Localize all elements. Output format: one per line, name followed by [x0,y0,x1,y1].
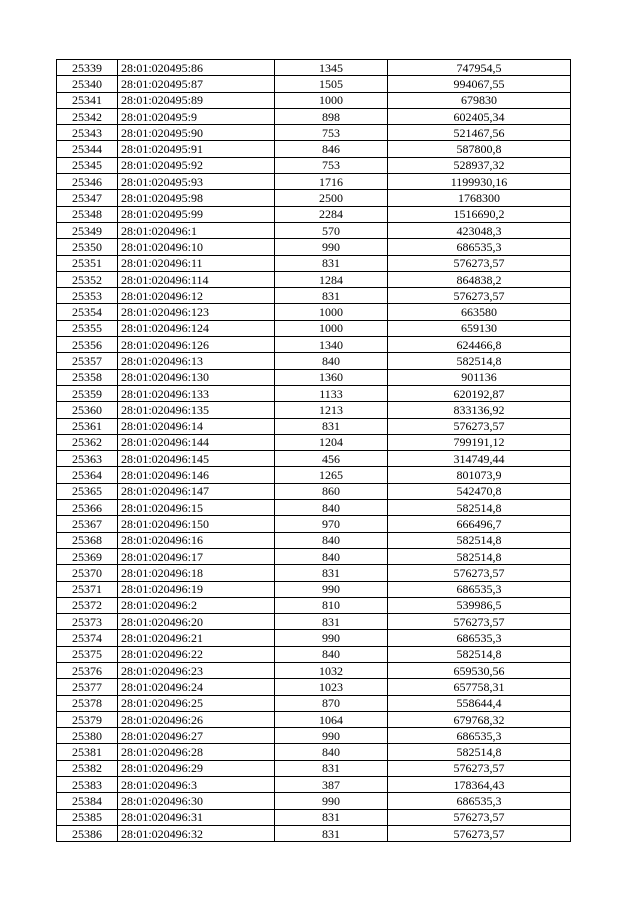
table-row [57,337,571,353]
area-cell: 1213 [275,402,388,418]
row-number-cell: 25367 [57,516,118,532]
row-number-cell: 25354 [57,304,118,320]
table-row [57,614,571,630]
value-cell: 624466,8 [388,337,571,353]
table-row [57,630,571,646]
value-cell: 576273,57 [388,255,571,271]
cadastral-number-cell: 28:01:020496:130 [118,369,275,385]
cadastral-number-cell: 28:01:020496:1 [118,222,275,238]
row-number-cell: 25383 [57,777,118,793]
row-number-cell: 25343 [57,125,118,141]
row-number-cell: 25345 [57,157,118,173]
table-row [57,483,571,499]
cadastral-number-cell: 28:01:020496:133 [118,385,275,401]
cadastral-number-cell: 28:01:020496:150 [118,516,275,532]
cadastral-number-cell: 28:01:020496:114 [118,271,275,287]
value-cell: 799191,12 [388,434,571,450]
row-number-cell: 25370 [57,565,118,581]
value-cell: 576273,57 [388,565,571,581]
value-cell: 1516690,2 [388,206,571,222]
value-cell: 576273,57 [388,614,571,630]
area-cell: 1000 [275,92,388,108]
table-row [57,451,571,467]
row-number-cell: 25344 [57,141,118,157]
cadastral-number-cell: 28:01:020495:99 [118,206,275,222]
cadastral-number-cell: 28:01:020496:20 [118,614,275,630]
row-number-cell: 25369 [57,548,118,564]
table-row [57,467,571,483]
value-cell: 686535,3 [388,793,571,809]
table-row [57,679,571,695]
table-row [57,825,571,841]
value-cell: 747954,5 [388,60,571,76]
value-cell: 686535,3 [388,581,571,597]
row-number-cell: 25342 [57,108,118,124]
cadastral-number-cell: 28:01:020496:11 [118,255,275,271]
area-cell: 831 [275,614,388,630]
value-cell: 679768,32 [388,711,571,727]
value-cell: 686535,3 [388,239,571,255]
row-number-cell: 25349 [57,222,118,238]
area-cell: 1340 [275,337,388,353]
value-cell: 602405,34 [388,108,571,124]
value-cell: 528937,32 [388,157,571,173]
row-number-cell: 25347 [57,190,118,206]
value-cell: 801073,9 [388,467,571,483]
table-row [57,434,571,450]
area-cell: 1284 [275,271,388,287]
cadastral-number-cell: 28:01:020496:32 [118,825,275,841]
row-number-cell: 25366 [57,500,118,516]
table-row [57,385,571,401]
area-cell: 840 [275,532,388,548]
value-cell: 864838,2 [388,271,571,287]
cadastral-number-cell: 28:01:020496:30 [118,793,275,809]
table-row [57,60,571,76]
cadastral-number-cell: 28:01:020495:9 [118,108,275,124]
area-cell: 570 [275,222,388,238]
row-number-cell: 25372 [57,597,118,613]
area-cell: 831 [275,418,388,434]
cadastral-number-cell: 28:01:020496:124 [118,320,275,336]
cadastral-number-cell: 28:01:020495:90 [118,125,275,141]
table-row [57,304,571,320]
area-cell: 1000 [275,304,388,320]
row-number-cell: 25351 [57,255,118,271]
row-number-cell: 25384 [57,793,118,809]
value-cell: 576273,57 [388,825,571,841]
cadastral-number-cell: 28:01:020496:21 [118,630,275,646]
area-cell: 2500 [275,190,388,206]
area-cell: 753 [275,157,388,173]
cadastral-number-cell: 28:01:020496:135 [118,402,275,418]
row-number-cell: 25357 [57,353,118,369]
cadastral-number-cell: 28:01:020496:19 [118,581,275,597]
cadastral-number-cell: 28:01:020496:2 [118,597,275,613]
cadastral-number-cell: 28:01:020495:87 [118,76,275,92]
value-cell: 901136 [388,369,571,385]
cadastral-number-cell: 28:01:020496:29 [118,760,275,776]
row-number-cell: 25360 [57,402,118,418]
value-cell: 833136,92 [388,402,571,418]
cadastral-number-cell: 28:01:020496:31 [118,809,275,825]
table-row [57,695,571,711]
table-row [57,222,571,238]
area-cell: 810 [275,597,388,613]
row-number-cell: 25341 [57,92,118,108]
value-cell: 582514,8 [388,500,571,516]
value-cell: 178364,43 [388,777,571,793]
row-number-cell: 25379 [57,711,118,727]
area-cell: 1345 [275,60,388,76]
row-number-cell: 25386 [57,825,118,841]
cadastral-number-cell: 28:01:020496:25 [118,695,275,711]
table-row [57,369,571,385]
cadastral-number-cell: 28:01:020495:86 [118,60,275,76]
table-row [57,108,571,124]
cadastral-number-cell: 28:01:020496:27 [118,728,275,744]
row-number-cell: 25361 [57,418,118,434]
cadastral-number-cell: 28:01:020496:23 [118,662,275,678]
table-row [57,239,571,255]
table-row [57,92,571,108]
table-row [57,320,571,336]
table-row [57,777,571,793]
area-cell: 860 [275,483,388,499]
table-row [57,581,571,597]
row-number-cell: 25359 [57,385,118,401]
row-number-cell: 25375 [57,646,118,662]
row-number-cell: 25339 [57,60,118,76]
area-cell: 2284 [275,206,388,222]
area-cell: 840 [275,646,388,662]
value-cell: 686535,3 [388,630,571,646]
table-row [57,76,571,92]
value-cell: 582514,8 [388,532,571,548]
cadastral-number-cell: 28:01:020496:123 [118,304,275,320]
cadastral-number-cell: 28:01:020496:12 [118,288,275,304]
table-row [57,597,571,613]
table-row [57,516,571,532]
value-cell: 659530,56 [388,662,571,678]
cadastral-number-cell: 28:01:020496:15 [118,500,275,516]
data-table-body [57,60,571,842]
area-cell: 990 [275,793,388,809]
row-number-cell: 25340 [57,76,118,92]
cadastral-number-cell: 28:01:020496:126 [118,337,275,353]
value-cell: 521467,56 [388,125,571,141]
cadastral-number-cell: 28:01:020496:28 [118,744,275,760]
row-number-cell: 25378 [57,695,118,711]
table-row [57,646,571,662]
cadastral-number-cell: 28:01:020496:144 [118,434,275,450]
area-cell: 840 [275,548,388,564]
area-cell: 898 [275,108,388,124]
row-number-cell: 25350 [57,239,118,255]
area-cell: 840 [275,500,388,516]
row-number-cell: 25355 [57,320,118,336]
row-number-cell: 25364 [57,467,118,483]
area-cell: 387 [275,777,388,793]
cadastral-number-cell: 28:01:020495:93 [118,174,275,190]
area-cell: 1505 [275,76,388,92]
value-cell: 576273,57 [388,288,571,304]
value-cell: 666496,7 [388,516,571,532]
area-cell: 990 [275,630,388,646]
table-row [57,206,571,222]
row-number-cell: 25377 [57,679,118,695]
area-cell: 1000 [275,320,388,336]
value-cell: 423048,3 [388,222,571,238]
value-cell: 576273,57 [388,809,571,825]
area-cell: 990 [275,728,388,744]
value-cell: 620192,87 [388,385,571,401]
area-cell: 831 [275,255,388,271]
cadastral-number-cell: 28:01:020495:98 [118,190,275,206]
cadastral-number-cell: 28:01:020496:147 [118,483,275,499]
area-cell: 1133 [275,385,388,401]
table-row [57,141,571,157]
cadastral-number-cell: 28:01:020496:3 [118,777,275,793]
table-row [57,565,571,581]
area-cell: 990 [275,239,388,255]
table-row [57,760,571,776]
table-row [57,271,571,287]
row-number-cell: 25365 [57,483,118,499]
row-number-cell: 25348 [57,206,118,222]
cadastral-number-cell: 28:01:020495:89 [118,92,275,108]
row-number-cell: 25353 [57,288,118,304]
row-number-cell: 25373 [57,614,118,630]
data-table [56,59,571,842]
value-cell: 679830 [388,92,571,108]
value-cell: 1199930,16 [388,174,571,190]
value-cell: 657758,31 [388,679,571,695]
table-row [57,500,571,516]
value-cell: 582514,8 [388,646,571,662]
area-cell: 1360 [275,369,388,385]
row-number-cell: 25363 [57,451,118,467]
area-cell: 1023 [275,679,388,695]
table-row [57,125,571,141]
area-cell: 990 [275,581,388,597]
row-number-cell: 25368 [57,532,118,548]
cadastral-number-cell: 28:01:020496:16 [118,532,275,548]
cadastral-number-cell: 28:01:020496:17 [118,548,275,564]
value-cell: 994067,55 [388,76,571,92]
cadastral-number-cell: 28:01:020496:24 [118,679,275,695]
row-number-cell: 25362 [57,434,118,450]
cadastral-number-cell: 28:01:020496:146 [118,467,275,483]
area-cell: 1204 [275,434,388,450]
value-cell: 582514,8 [388,744,571,760]
area-cell: 456 [275,451,388,467]
cadastral-number-cell: 28:01:020496:18 [118,565,275,581]
value-cell: 663580 [388,304,571,320]
table-row [57,728,571,744]
row-number-cell: 25358 [57,369,118,385]
area-cell: 831 [275,760,388,776]
area-cell: 840 [275,353,388,369]
table-row [57,353,571,369]
table-row [57,662,571,678]
area-cell: 970 [275,516,388,532]
cadastral-number-cell: 28:01:020496:10 [118,239,275,255]
area-cell: 870 [275,695,388,711]
area-cell: 1064 [275,711,388,727]
area-cell: 840 [275,744,388,760]
cadastral-number-cell: 28:01:020496:13 [118,353,275,369]
value-cell: 314749,44 [388,451,571,467]
row-number-cell: 25356 [57,337,118,353]
value-cell: 558644,4 [388,695,571,711]
table-row [57,418,571,434]
row-number-cell: 25385 [57,809,118,825]
value-cell: 686535,3 [388,728,571,744]
row-number-cell: 25376 [57,662,118,678]
table-row [57,711,571,727]
value-cell: 587800,8 [388,141,571,157]
table-row [57,174,571,190]
table-row [57,532,571,548]
value-cell: 582514,8 [388,548,571,564]
value-cell: 542470,8 [388,483,571,499]
table-row [57,288,571,304]
table-row [57,157,571,173]
cadastral-number-cell: 28:01:020495:91 [118,141,275,157]
value-cell: 1768300 [388,190,571,206]
value-cell: 659130 [388,320,571,336]
area-cell: 831 [275,825,388,841]
area-cell: 753 [275,125,388,141]
table-row [57,809,571,825]
value-cell: 539986,5 [388,597,571,613]
area-cell: 1032 [275,662,388,678]
table-row [57,255,571,271]
area-cell: 831 [275,288,388,304]
table-row [57,793,571,809]
table-row [57,190,571,206]
row-number-cell: 25371 [57,581,118,597]
cadastral-number-cell: 28:01:020495:92 [118,157,275,173]
value-cell: 576273,57 [388,760,571,776]
row-number-cell: 25380 [57,728,118,744]
row-number-cell: 25346 [57,174,118,190]
cadastral-number-cell: 28:01:020496:145 [118,451,275,467]
area-cell: 831 [275,565,388,581]
table-row [57,402,571,418]
cadastral-number-cell: 28:01:020496:22 [118,646,275,662]
row-number-cell: 25374 [57,630,118,646]
area-cell: 846 [275,141,388,157]
value-cell: 576273,57 [388,418,571,434]
area-cell: 831 [275,809,388,825]
table-row [57,548,571,564]
row-number-cell: 25382 [57,760,118,776]
area-cell: 1265 [275,467,388,483]
row-number-cell: 25352 [57,271,118,287]
cadastral-number-cell: 28:01:020496:14 [118,418,275,434]
cadastral-number-cell: 28:01:020496:26 [118,711,275,727]
value-cell: 582514,8 [388,353,571,369]
table-row [57,744,571,760]
area-cell: 1716 [275,174,388,190]
row-number-cell: 25381 [57,744,118,760]
